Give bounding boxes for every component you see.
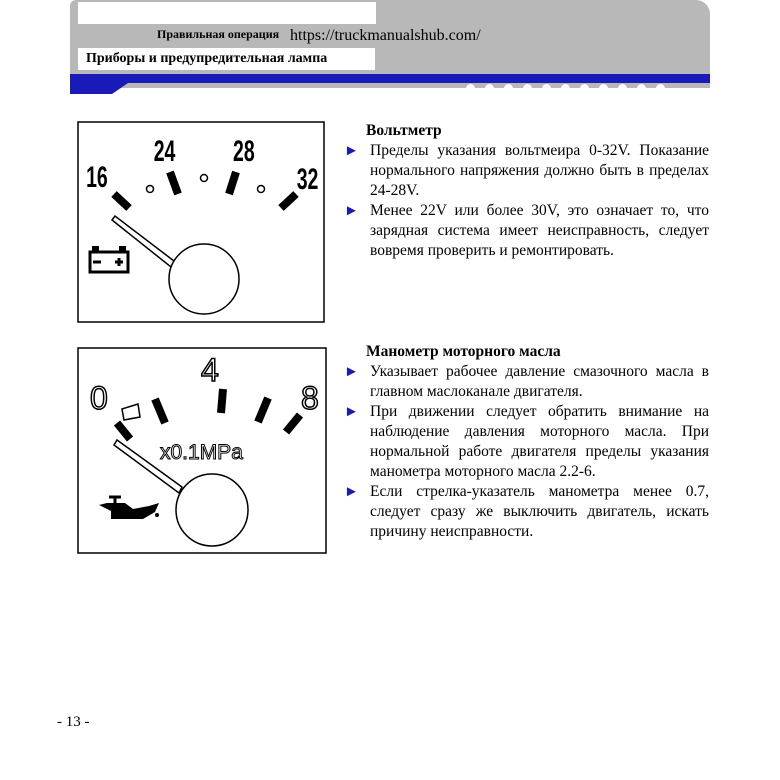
voltmeter-title: Вольтметр — [366, 122, 442, 139]
oil-unit-label: x0.1MPa — [160, 441, 243, 464]
arrow-right-icon: ► — [344, 203, 359, 219]
oil-bullet-3 — [344, 482, 709, 542]
voltmeter-gauge-image — [77, 121, 325, 323]
blue-band — [70, 74, 710, 94]
oil-pressure-gauge-image — [77, 347, 327, 554]
header-url[interactable]: https://truckmanualshub.com/ — [290, 27, 481, 44]
voltmeter-bullet-1 — [344, 141, 709, 201]
oil-gauge-section — [344, 342, 709, 542]
voltmeter-bullet-2 — [344, 201, 709, 261]
arrow-right-icon: ► — [344, 364, 359, 380]
oil-bullet-1 — [344, 362, 709, 402]
chapter-title: Приборы и предупредительная лампа — [86, 51, 328, 66]
arrow-right-icon: ► — [344, 484, 359, 500]
oil-label-0: 0 — [90, 380, 108, 416]
voltmeter-section — [344, 121, 709, 261]
oil-bullet-2 — [344, 402, 709, 482]
oil-label-8: 8 — [301, 380, 319, 416]
page-number: - 13 - — [57, 714, 90, 730]
oil-bullet-1-text: Указывает рабочее давление смазочного масла в главном маслоканале двигателя. — [370, 363, 709, 400]
header-section-label: Правильная операция — [157, 27, 280, 41]
oil-gauge-title: Манометр моторного масла — [366, 343, 561, 360]
oil-bullet-3-text: Если стрелка-указатель манометра менее 0.7, следует сразу же выключить двигатель, искать причину неисправности. — [370, 483, 709, 540]
voltmeter-bullet-2-text: Менее 22V или более 30V, это означает то, что зарядная система имеет неисправность, следует вовремя проверить и ремонтировать. — [370, 202, 709, 259]
voltmeter-label-16: 16 — [86, 160, 108, 195]
voltmeter-bullet-1-text: Пределы указания вольтмеира 0-32V. Показание нормального напряжения должно быть в пределах 24-28V. — [370, 142, 709, 199]
oil-bullet-2-text: При движении следует обратить внимание на наблюдение давления моторного масла. При нормальной работе двигателя пределы указания манометра моторного масла 2.2-6. — [370, 403, 709, 480]
arrow-right-icon: ► — [344, 404, 359, 420]
oil-label-4: 4 — [201, 352, 219, 388]
voltmeter-label-28: 28 — [233, 134, 255, 169]
voltmeter-label-32: 32 — [296, 162, 319, 197]
header-blank-box — [78, 2, 376, 24]
arrow-right-icon: ► — [344, 143, 359, 159]
voltmeter-label-24: 24 — [153, 134, 176, 169]
